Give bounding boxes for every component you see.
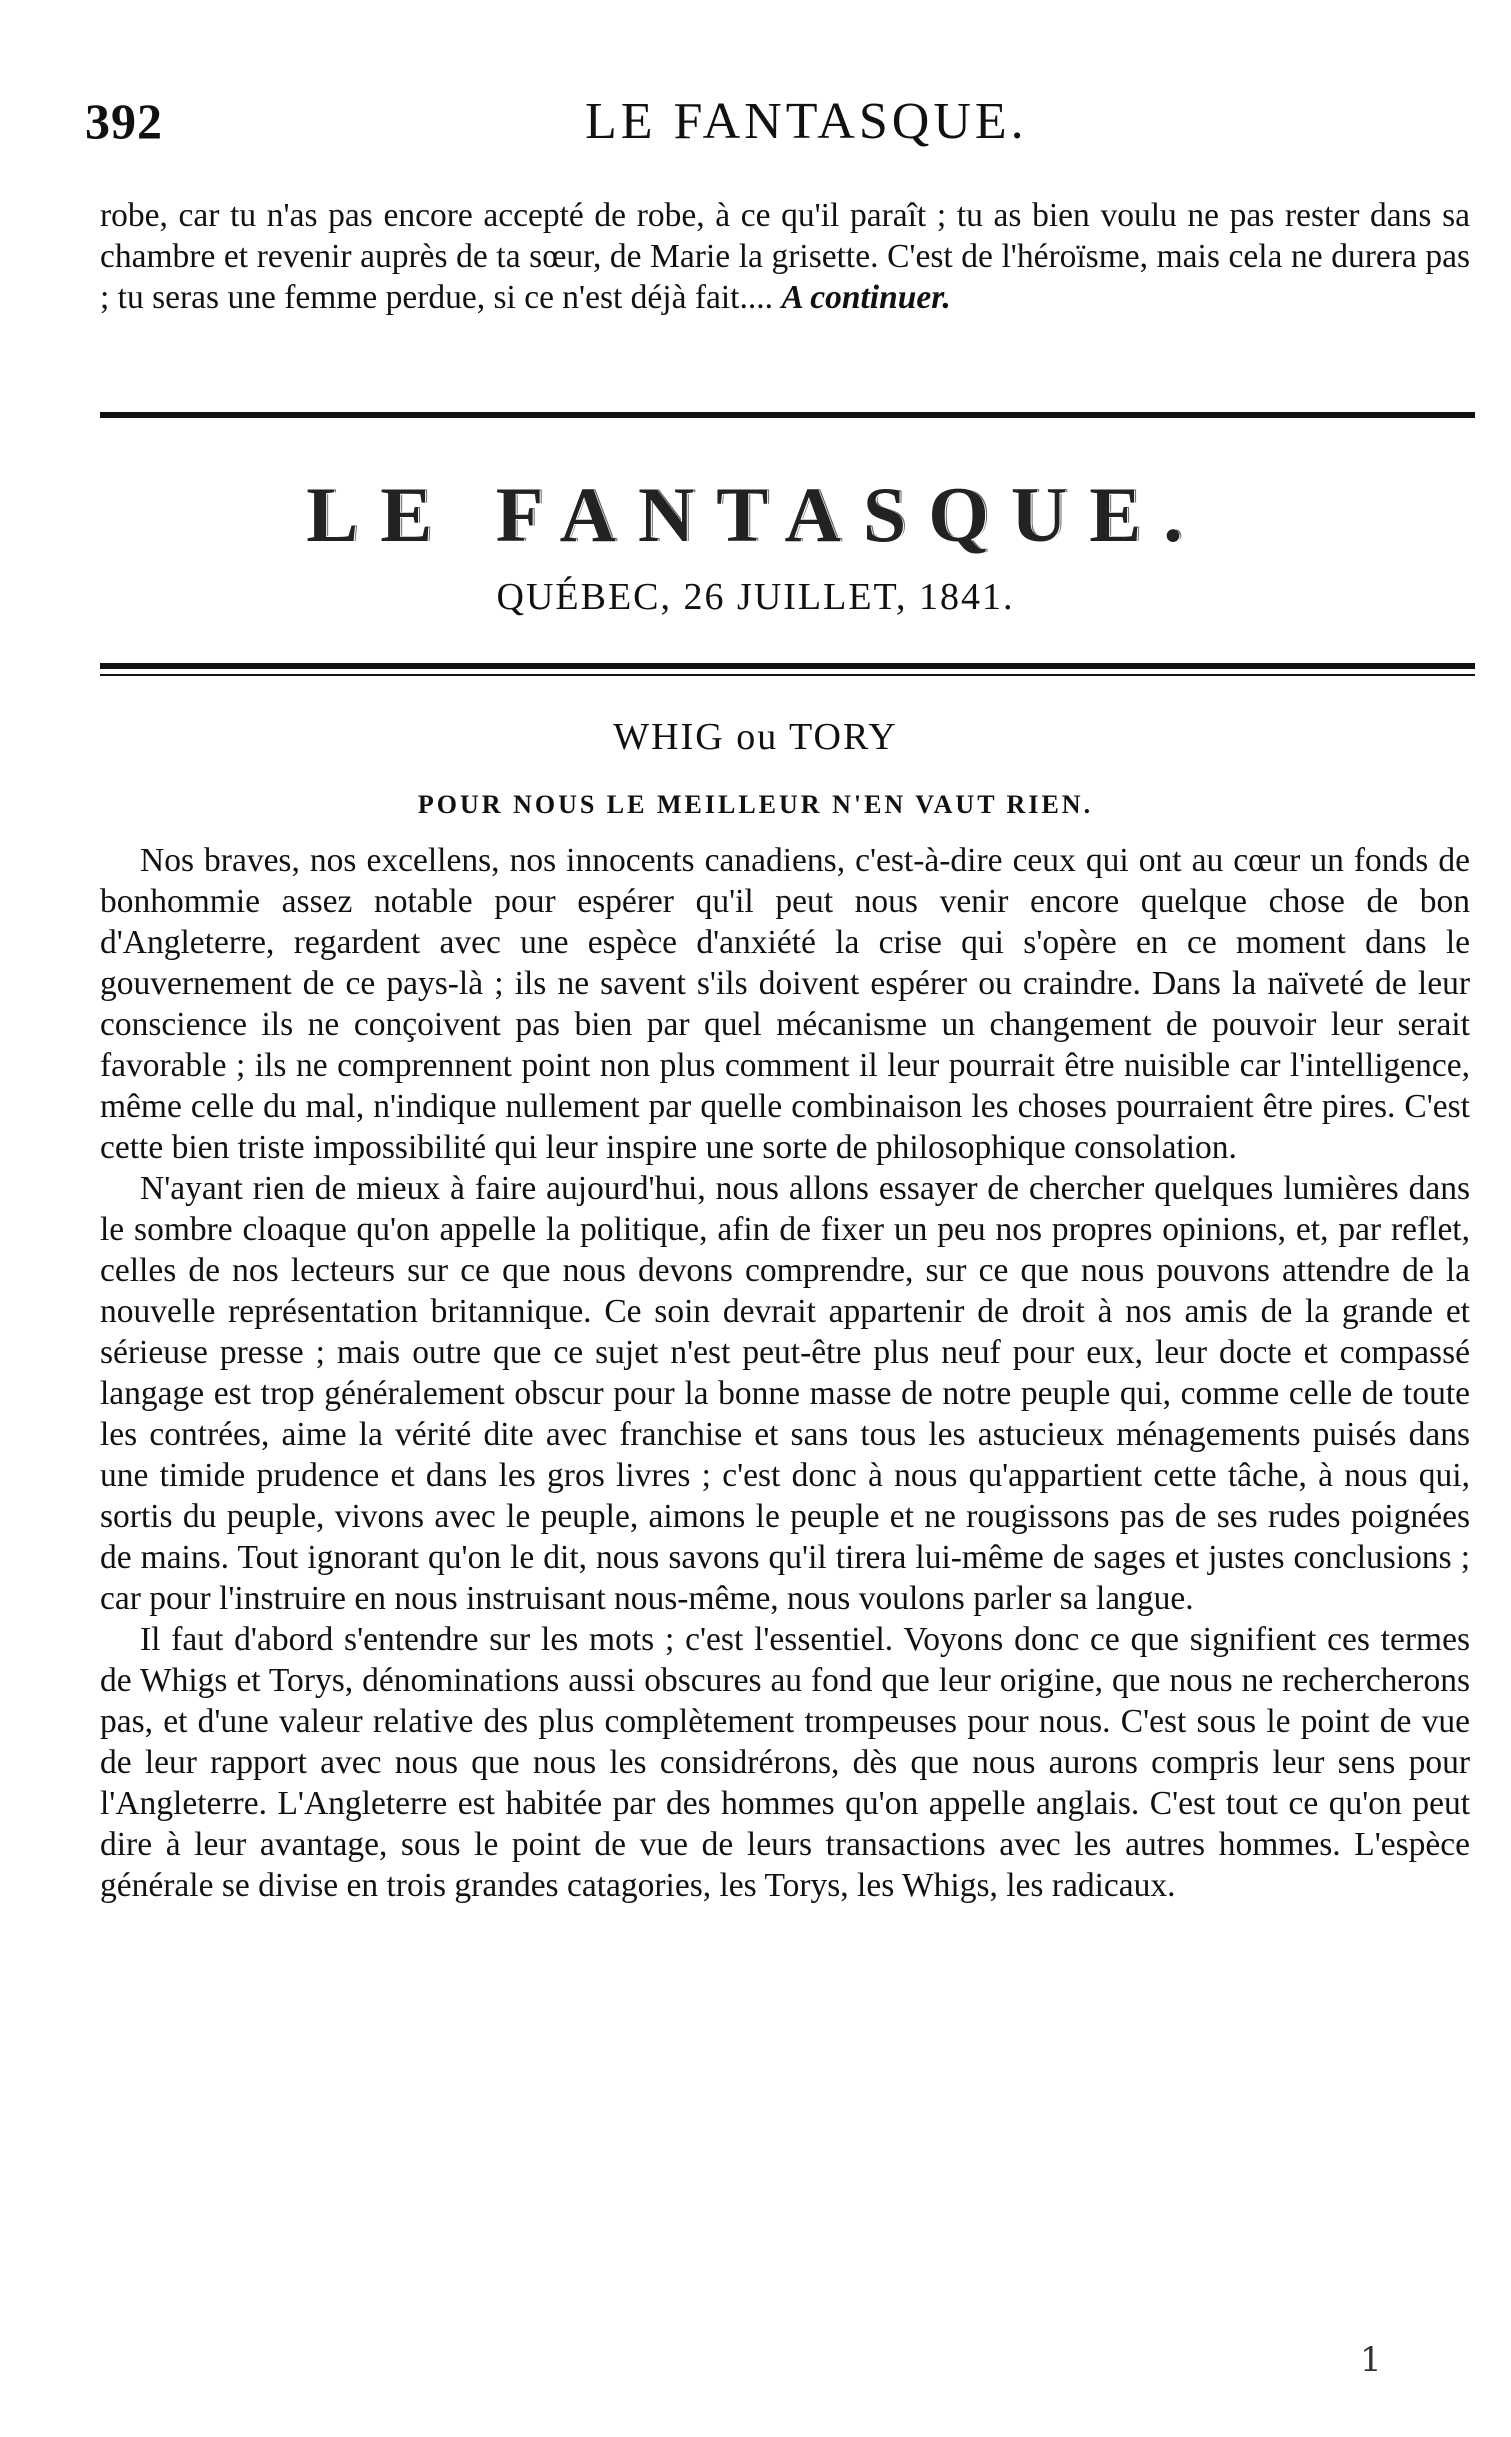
masthead-title: LE FANTASQUE.	[306, 471, 1205, 558]
footer-mark: 1	[1360, 2340, 1382, 2380]
article-title: WHIG ou TORY	[613, 716, 898, 758]
continuer-note: A continuer.	[781, 279, 951, 316]
continued-paragraph	[100, 195, 1470, 318]
masthead-divider-thin	[100, 674, 1475, 676]
article-paragraph: Il faut d'abord s'entendre sur les mots ; c'est l'essentiel. Voyons donc ce que signifient ces termes de Whigs et Torys, dénominations aussi obscures au fond que leur origine, que nous ne rechercherons pas, et d'une valeur relative des plus complètement trompeuses pour nous. C'est sous le point de vue de leur rapport avec nous que nous les considrérons, dès que nous aurons compris leur sens pour l'Angleterre. L'Angleterre est habitée par des hommes qu'on appelle anglais. C'est tout ce qu'on peut dire à leur avantage, sous le point de vue de leurs transactions avec les autres hommes. L'espèce générale se divise en trois grandes catagories, les Torys, les Whigs, les radicaux.	[100, 1621, 1470, 1904]
dateline: QUÉBEC, 26 JUILLET, 1841.	[496, 576, 1015, 618]
page-header	[85, 92, 1475, 172]
article-paragraph: Nos braves, nos excellens, nos innocents canadiens, c'est-à-dire ceux qui ont au cœur un fonds de bonhommie assez notable pour espérer qu'il peut nous venir encore quelque chose de bon d'Angleterre, regardent avec une espèce d'anxiété la crise qui s'opère en ce moment dans le gouvernement de ce pays-là ; ils ne savent s'ils doivent espérer ou craindre. Dans la naïveté de leur conscience ils ne conçoivent pas bien par quel mécanisme un changement de pouvoir leur serait favorable ; ils ne comprennent point non plus comment il leur pourrait être nuisible car l'intelligence, même celle du mal, n'indique nullement par quelle combinaison les choses pourraient être pires. C'est cette bien triste impossibilité qui leur inspire une sorte de philosophique consolation.	[100, 842, 1470, 1166]
article-body	[100, 840, 1470, 1906]
top-divider	[100, 412, 1475, 418]
continued-text: robe, car tu n'as pas encore accepté de robe, à ce qu'il paraît ; tu as bien voulu ne pas rester dans sa chambre et revenir auprès de ta sœur, de Marie la grisette. C'est de l'héroïsme, mais cela ne durera pas ; tu seras une femme perdue, si ce n'est déjà fait....	[100, 197, 1470, 316]
article-subtitle: POUR NOUS LE MEILLEUR N'EN VAUT RIEN.	[417, 790, 1094, 819]
article-paragraph: N'ayant rien de mieux à faire aujourd'hui, nous allons essayer de chercher quelques lumières dans le sombre cloaque qu'on appelle la politique, afin de fixer un peu nos propres opinions, et, par reflet, celles de nos lecteurs sur ce que nous devons comprendre, sur ce que nous pouvons attendre de la nouvelle représentation britannique. Ce soin devrait appartenir de droit à nos amis de la grande et sérieuse presse ; mais outre que ce sujet n'est peut-être plus neuf pour eux, leur docte et compassé langage est trop généralement obscur pour la bonne masse de notre peuple qui, comme celle de toute les contrées, aime la vérité dite avec franchise et sans tous les astucieux ménagements puisés dans une timide prudence et dans les gros livres ; c'est donc à nous qu'appartient cette tâche, à nous qui, sortis du peuple, vivons avec le peuple, aimons le peuple et ne rougissons pas de ses rudes poignées de mains. Tout ignorant qu'on le dit, nous savons qu'il tirera lui-même de sages et justes conclusions ; car pour l'instruire en nous instruisant nous-même, nous voulons parler sa langue.	[100, 1170, 1470, 1617]
masthead-divider-thick	[100, 663, 1475, 669]
continued-article	[100, 195, 1470, 318]
page-number: 392	[85, 93, 163, 149]
running-title: LE FANTASQUE.	[585, 93, 1028, 150]
